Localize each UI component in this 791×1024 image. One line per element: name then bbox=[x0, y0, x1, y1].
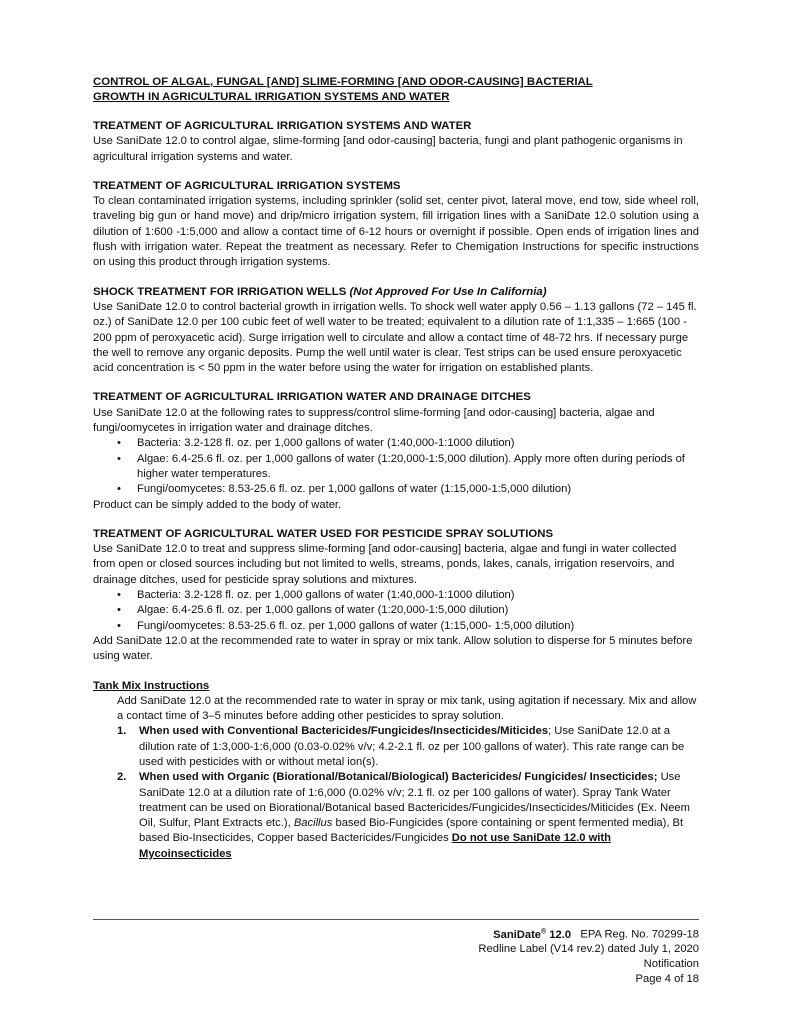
section-note: Product can be simply added to the body of water. bbox=[93, 498, 342, 511]
document-title bbox=[93, 75, 699, 104]
numbered-item bbox=[93, 724, 699, 770]
tank-mix-intro: Add SaniDate 12.0 at the recommended rate to water in spray or mix tank, using agitation if necessary. Mix and allow a contact time of 3–5 minutes before adding other pesticides to spray solution. bbox=[117, 694, 697, 723]
section-heading: TREATMENT OF AGRICULTURAL IRRIGATION SYSTEMS bbox=[93, 179, 401, 192]
epa-reg-number: EPA Reg. No. 70299-18 bbox=[580, 928, 699, 941]
section-body: Use SaniDate 12.0 at the following rates to suppress/control slime-forming [and odor-causing] bacteria, algae and fungi/oomycetes in irrigation water and drainage ditches. bbox=[93, 406, 655, 435]
section-shock-treatment-wells bbox=[93, 285, 699, 377]
list-item: • Fungi/oomycetes: 8.53-25.6 fl. oz. per 1,000 gallons of water (1:15,000-1:5,000 dilution) bbox=[93, 482, 699, 497]
section-irrigation-systems bbox=[93, 179, 699, 271]
footer-line-product bbox=[478, 925, 699, 942]
tank-mix-steps bbox=[93, 724, 699, 862]
section-irrigation-water-drainage bbox=[93, 390, 699, 512]
item-text: Use SaniDate 12.0 at a dilution rate of 1:6,000 (0.02% v/v; 2.1 fl. oz per 100 gallons of water). Spray Tank Water treatment can be used on Biorational/Botanical based Bactericides/Fungicides/Insecticides/Miticides (Ex. Neem Oil, Sulfur, Plant Extracts etc.), bbox=[139, 771, 690, 830]
numbered-item bbox=[93, 770, 699, 862]
document-page bbox=[93, 75, 699, 876]
section-heading: TREATMENT OF AGRICULTURAL IRRIGATION WATER AND DRAINAGE DITCHES bbox=[93, 391, 531, 404]
brand-version: 12.0 bbox=[546, 928, 572, 941]
item-text: ; Use SaniDate 12.0 at a dilution rate of 1:3,000-1:6,000 (0.03-0.02% v/v; 4.2-2.1 fl. oz per 100 gallons of water). This rate range can be used with pesticides with or without metal ion(s). bbox=[139, 725, 685, 768]
list-item: • Bacteria: 3.2-128 fl. oz. per 1,000 gallons of water (1:40,000-1:1000 dilution) bbox=[93, 588, 699, 603]
item-text-cont: based Bio-Fungicides (spore containing or spent fermented media), Bt based Bio-Insecticides, Copper based Bactericides/Fungicides bbox=[139, 817, 684, 845]
mycoinsecticide-warning: Do not use SaniDate 12.0 with Mycoinsecticides bbox=[139, 832, 611, 860]
list-item: • Algae: 6.4-25.6 fl. oz. per 1,000 gallons of water (1:20,000-1:5,000 dilution) bbox=[93, 603, 699, 618]
footer-notification: Notification bbox=[643, 957, 699, 970]
item-bold-lead: When used with Conventional Bactericides/Fungicides/Insecticides/Miticides bbox=[139, 725, 549, 738]
section-body: Use SaniDate 12.0 to control algae, slime-forming [and odor-causing] bacteria, fungi and plant pathogenic organisms in agricultural irrigation systems and water. bbox=[93, 135, 683, 163]
list-item: • Fungi/oomycetes: 8.53-25.6 fl. oz. per 1,000 gallons of water (1:15,000- 1:5,000 dilution) bbox=[93, 619, 699, 634]
item-number: 1. bbox=[117, 725, 127, 738]
section-tank-mix bbox=[93, 679, 699, 863]
dilution-rate-list bbox=[93, 588, 699, 634]
document-title-line-2: GROWTH IN AGRICULTURAL IRRIGATION SYSTEMS AND WATER bbox=[93, 90, 450, 103]
section-body: Use SaniDate 12.0 to control bacterial growth in irrigation wells. To shock well water apply 0.56 – 1.13 gallons (72 – 145 fl. oz.) of SaniDate 12.0 per 100 cubic feet of well water to be treated; equivalent to a dilution rate of 1:1,335 – 1:665 (100 - 200 ppm of peroxyacetic acid). Surge irrigation well to circulate and allow a contact time of 48-72 hrs. If necessary purge the well to remove any organic deposits. Pump the well until water is clear. Test strips can be used ensure peroxyacetic acid concentration is < 50 ppm in the water before using the water for irrigation on established plants. bbox=[93, 300, 697, 375]
section-pesticide-spray-water bbox=[93, 527, 699, 665]
item-number: 2. bbox=[117, 771, 127, 784]
dilution-rate-list bbox=[93, 436, 699, 497]
page-footer bbox=[478, 925, 699, 986]
california-note: (Not Approved For Use In California) bbox=[349, 285, 547, 298]
footer-brand bbox=[493, 929, 571, 941]
tank-mix-heading: Tank Mix Instructions bbox=[93, 679, 210, 692]
list-item: • Algae: 6.4-25.6 fl. oz. per 1,000 gallons of water (1:20,000-1:5,000 dilution). Apply more often during periods of higher water temperatures. bbox=[93, 452, 699, 483]
list-item: • Bacteria: 3.2-128 fl. oz. per 1,000 gallons of water (1:40,000-1:1000 dilution) bbox=[93, 436, 699, 451]
item-italic-term: Bacillus bbox=[293, 817, 333, 830]
item-bold-lead: When used with Organic (Biorational/Botanical/Biological) Bactericides/ Fungicides/ Insecticides; bbox=[139, 771, 658, 784]
section-heading bbox=[93, 285, 699, 300]
section-irrigation-systems-and-water bbox=[93, 119, 699, 165]
page-number: Page 4 of 18 bbox=[635, 972, 699, 985]
registered-mark: ® bbox=[541, 928, 547, 935]
section-heading: TREATMENT OF AGRICULTURAL WATER USED FOR PESTICIDE SPRAY SOLUTIONS bbox=[93, 527, 554, 540]
section-body: To clean contaminated irrigation systems, including sprinkler (solid set, center pivot, lateral move, end tow, side wheel roll, traveling big gun or hand move) and drip/micro irrigation system, fill irrigation lines with a SaniDate 12.0 solution using a dilution of 1:600 -1:5,000 and allow a contact time of 6-12 hours or overnight if possible. Open ends of irrigation lines and flush with irrigation water. Repeat the treatment as necessary. Refer to Chemigation Instructions for specific instructions on using this product through irrigation systems. bbox=[93, 195, 699, 269]
brand-name: SaniDate bbox=[493, 928, 542, 941]
section-note: Add SaniDate 12.0 at the recommended rate to water in spray or mix tank. Allow solution to disperse for 5 minutes before using water. bbox=[93, 634, 693, 663]
section-body: Use SaniDate 12.0 to treat and suppress slime-forming [and odor-causing] bacteria, algae and fungi in water collected from open or closed sources including but not limited to wells, streams, ponds, lakes, canals, irrigation reservoirs, and drainage ditches, used for pesticide spray solutions and mixtures. bbox=[93, 543, 677, 586]
footer-divider bbox=[93, 919, 699, 920]
section-heading-text: SHOCK TREATMENT FOR IRRIGATION WELLS bbox=[93, 285, 347, 298]
section-heading: TREATMENT OF AGRICULTURAL IRRIGATION SYSTEMS AND WATER bbox=[93, 120, 472, 132]
document-title-line-1: CONTROL OF ALGAL, FUNGAL [AND] SLIME-FORMING [AND ODOR-CAUSING] BACTERIAL bbox=[93, 76, 593, 88]
footer-redline: Redline Label (V14 rev.2) dated July 1, 2020 bbox=[478, 943, 699, 956]
